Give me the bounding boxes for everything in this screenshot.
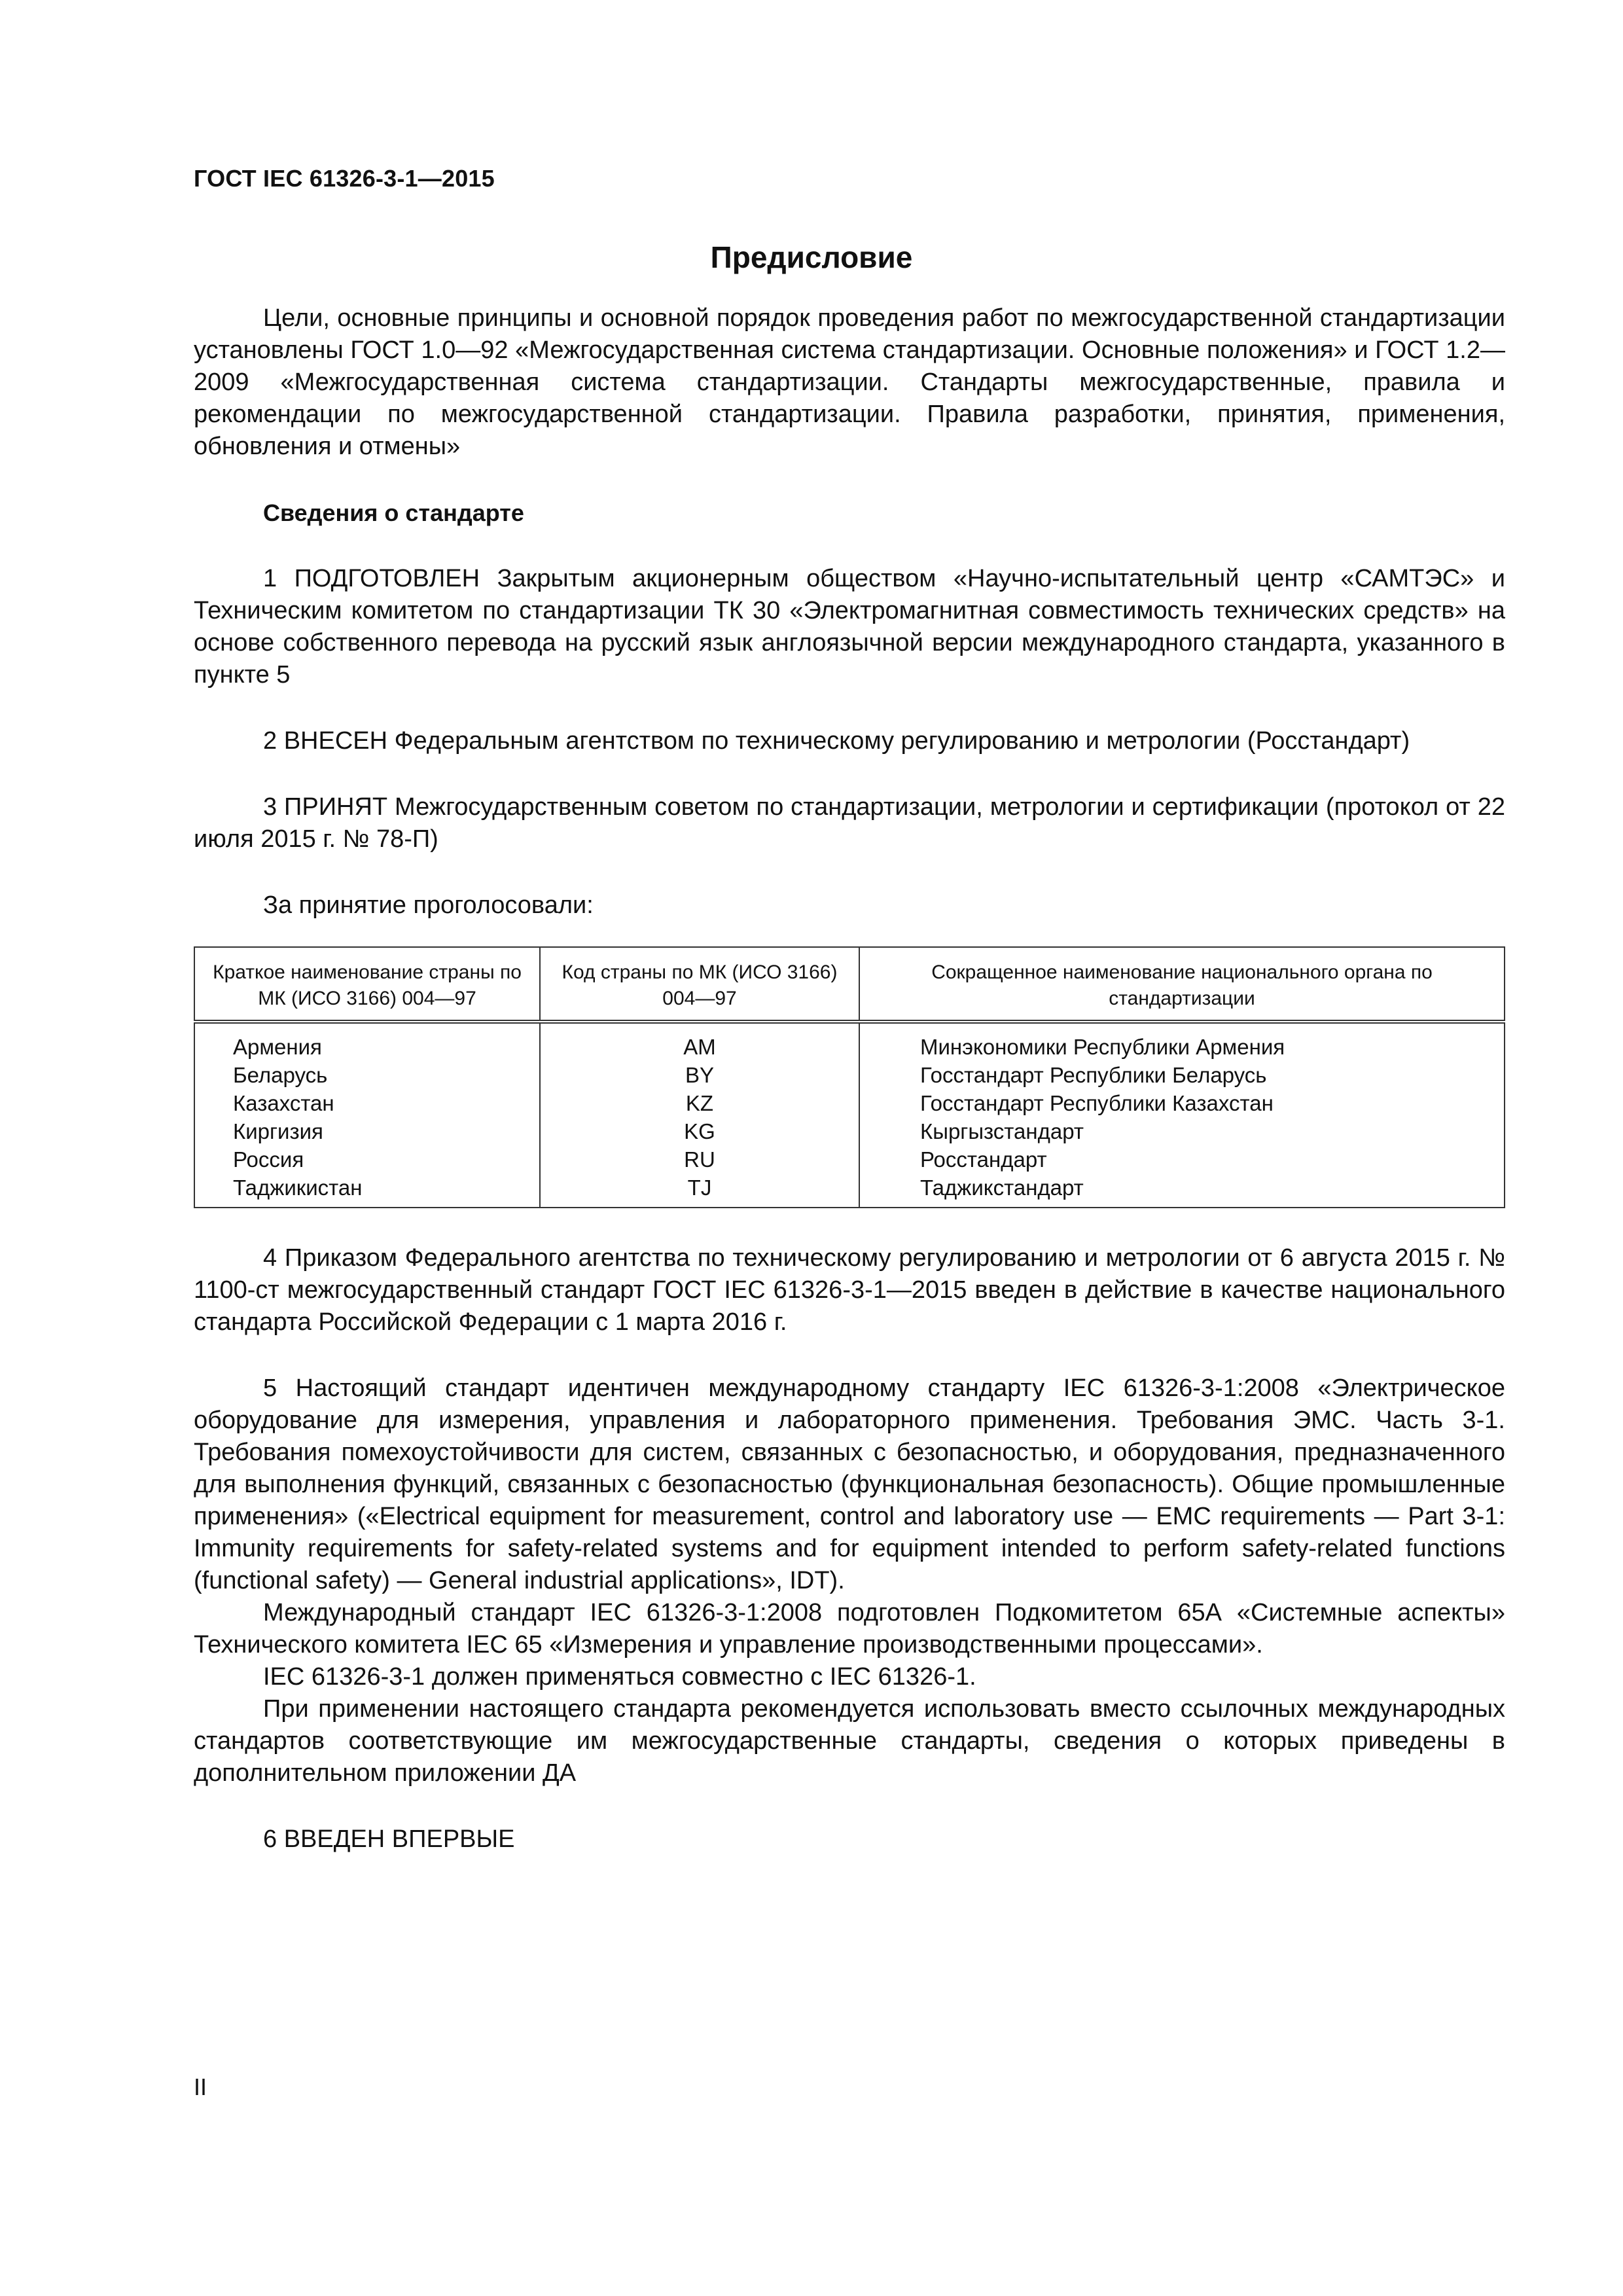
country-code: KG	[540, 1117, 859, 1145]
country-name: Казахстан	[233, 1091, 334, 1115]
item-5-joint-use-paragraph: IEC 61326-3-1 должен применяться совместно с IEC 61326-1.	[263, 1663, 976, 1691]
standards-body-name: Таджикстандарт	[859, 1174, 1505, 1208]
document-code-header: ГОСТ IEC 61326-3-1—2015	[194, 165, 495, 192]
standards-body-name: Минэкономики Республики Армения	[859, 1022, 1505, 1061]
document-body	[194, 302, 1505, 1856]
country-code: AM	[540, 1022, 859, 1061]
table-row	[194, 1061, 1505, 1089]
item-5-subcommittee-paragraph: Международный стандарт IEC 61326-3-1:2008 подготовлен Подкомитетом 65А «Системные аспекты» Технического комитета IEC 65 «Измерения и управление производственными процессами».	[194, 1599, 1505, 1659]
standards-body-name: Росстандарт	[859, 1145, 1505, 1174]
item-5-paragraph: 5 Настоящий стандарт идентичен международному стандарту IEC 61326-3-1:2008 «Электрическое оборудование для измерения, управления и лабораторного применения. Требования ЭМС. Часть 3-1. Требования помехоустойчивости для систем, связанных с безопасностью, и оборудования, предназначенного для выполнения функций, связанных с безопасностью (функциональная безопасность). Общие промышленные применения» («Electrical equipment for measurement, control and laboratory use — EMC requirements — Part 3-1: Immunity requirements for safety-related systems and for equipment intended to perform safety-related functions (functional safety) — General industrial applications», IDT).	[194, 1374, 1505, 1594]
country-name: Киргизия	[233, 1119, 323, 1143]
standards-body-name: Кыргызстандарт	[859, 1117, 1505, 1145]
votes-label: За принятие проголосовали:	[263, 891, 594, 919]
country-name: Таджикистан	[233, 1175, 363, 1200]
table-row	[194, 1174, 1505, 1208]
table-header-row	[194, 947, 1505, 1022]
table-row	[194, 1117, 1505, 1145]
standards-body-name: Госстандарт Республики Беларусь	[859, 1061, 1505, 1089]
item-1-paragraph: 1 ПОДГОТОВЛЕН Закрытым акционерным обществом «Научно-испытательный центр «САМТЭС» и Техническим комитетом по стандартизации ТК 30 «Электромагнитная совместимость технических средств» на основе собственного перевода на русский язык англоязычной версии международного стандарта, указанного в пункте 5	[194, 565, 1505, 689]
country-code: BY	[540, 1061, 859, 1089]
column-header-country: Краткое наименование страны по МК (ИСО 3166) 004—97	[194, 947, 540, 1022]
country-name: Беларусь	[233, 1063, 328, 1087]
page-title: Предисловие	[710, 240, 913, 274]
table-row	[194, 1022, 1505, 1061]
table-row	[194, 1089, 1505, 1117]
item-4-paragraph: 4 Приказом Федерального агентства по техническому регулированию и метрологии от 6 августа 2015 г. № 1100-ст межгосударственный стандарт ГОСТ IEC 61326-3-1—2015 введен в действие в качестве национального стандарта Российской Федерации с 1 марта 2016 г.	[194, 1244, 1505, 1336]
standards-body-name: Госстандарт Республики Казахстан	[859, 1089, 1505, 1117]
country-code: TJ	[540, 1174, 859, 1208]
item-6-paragraph: 6 ВВЕДЕН ВПЕРВЫЕ	[263, 1825, 515, 1853]
member-states-table	[194, 946, 1505, 1208]
column-header-standards-body: Сокращенное наименование национального органа по стандартизации	[859, 947, 1505, 1022]
section-subheading: Сведения о стандарте	[263, 499, 524, 526]
table-row	[194, 1145, 1505, 1174]
country-name: Армения	[233, 1035, 322, 1059]
item-5-references-paragraph: При применении настоящего стандарта рекомендуется использовать вместо ссылочных международных стандартов соответствующие им межгосударственные стандарты, сведения о которых приведены в дополнительном приложении ДА	[194, 1695, 1505, 1787]
column-header-code: Код страны по МК (ИСО 3166) 004—97	[540, 947, 859, 1022]
country-code: RU	[540, 1145, 859, 1174]
item-2-paragraph: 2 ВНЕСЕН Федеральным агентством по техническому регулированию и метрологии (Росстандарт)	[263, 727, 1410, 755]
item-3-paragraph: 3 ПРИНЯТ Межгосударственным советом по стандартизации, метрологии и сертификации (протокол от 22 июля 2015 г. № 78-П)	[194, 793, 1505, 853]
country-code: KZ	[540, 1089, 859, 1117]
page-number: II	[194, 2073, 207, 2100]
intro-paragraph: Цели, основные принципы и основной порядок проведения работ по межгосударственной стандартизации установлены ГОСТ 1.0—92 «Межгосударственная система стандартизации. Основные положения» и ГОСТ 1.2—2009 «Межгосударственная система стандартизации. Стандарты межгосударственные, правила и рекомендации по межгосударственной стандартизации. Правила разработки, принятия, применения, обновления и отмены»	[194, 304, 1505, 460]
country-name: Россия	[233, 1147, 304, 1172]
